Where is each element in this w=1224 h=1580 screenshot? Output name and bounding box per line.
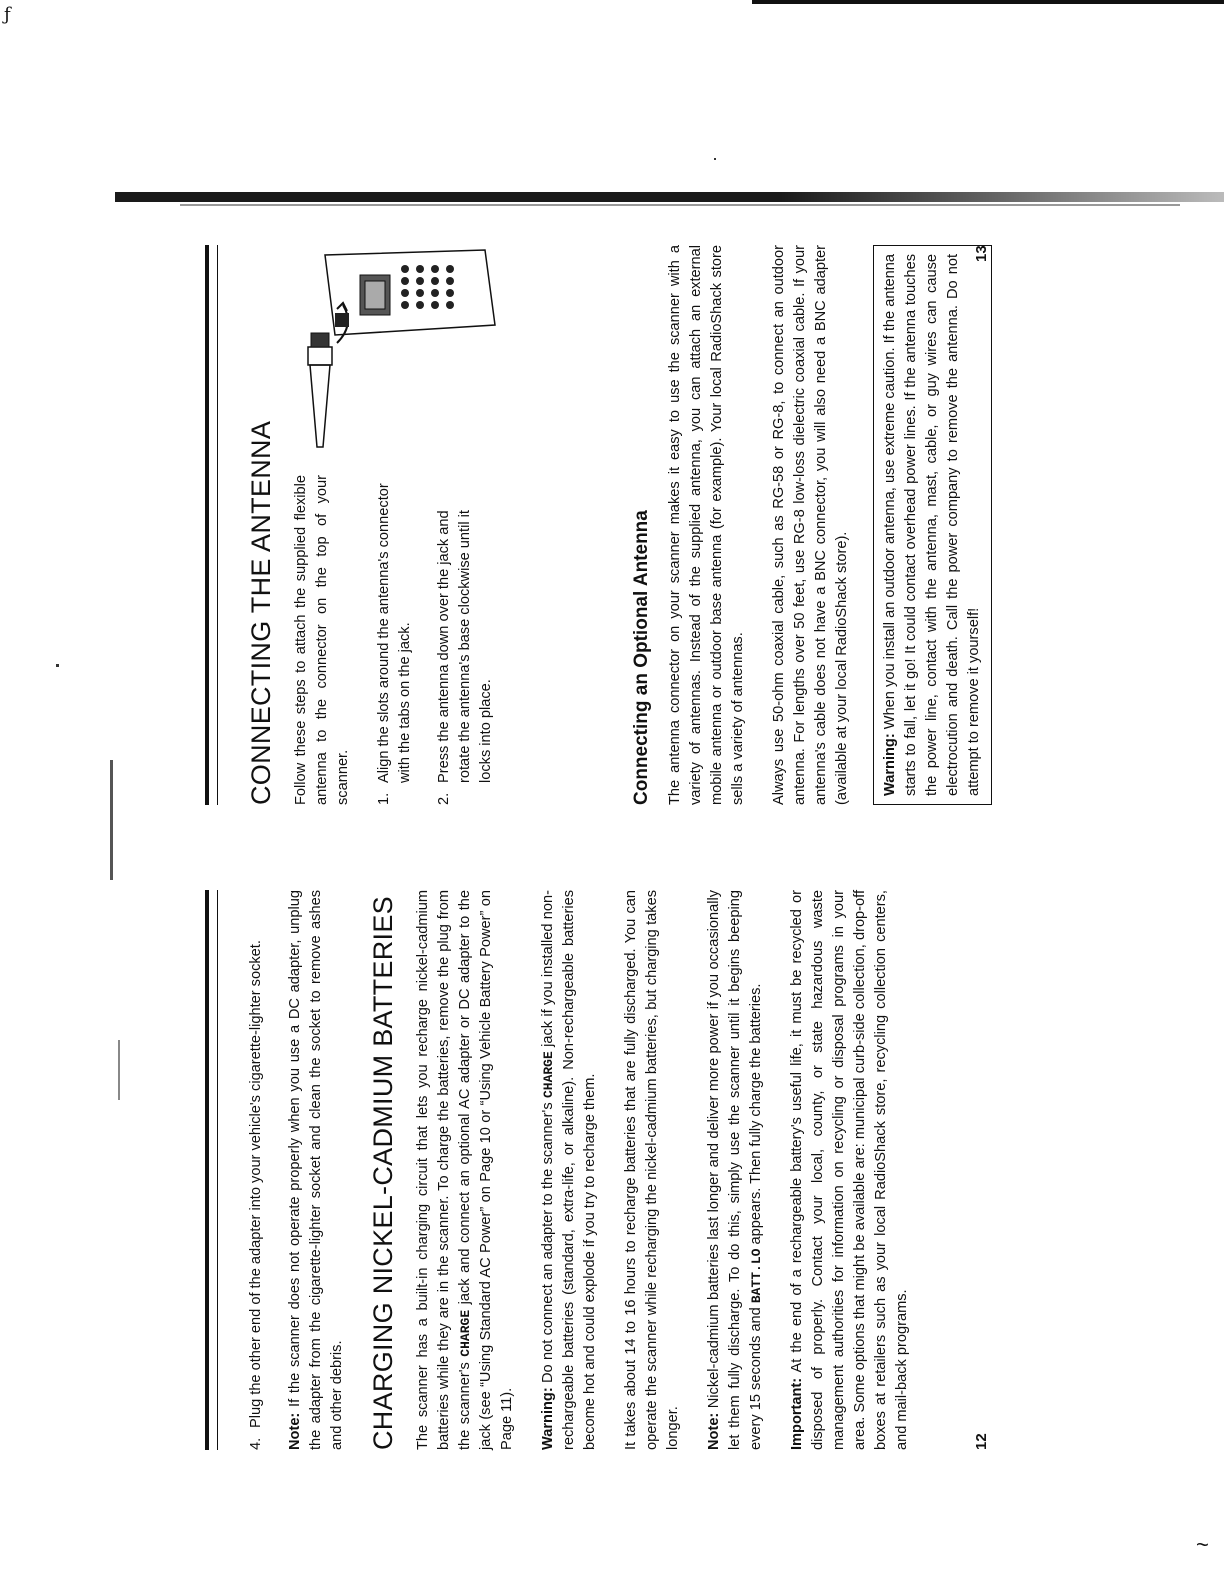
- warning-box-outdoor-antenna: [873, 245, 992, 805]
- text-run: The scanner has a built-in charging circuit that lets you recharge nickel-cadmium batteries while they are in the scanner. To charge the batteries, remove the plug from the scanner's: [415, 890, 473, 1450]
- antenna-illustration: [305, 245, 505, 455]
- top-rule-thin: [217, 245, 218, 805]
- warning-non-rechargeable: [538, 890, 601, 1450]
- page-13: [205, 245, 1005, 805]
- text-run: Nickel-cadmium batteries last longer and deliver more power if you occasionally let them fully discharge. To do this, simply use the scanner until it begins beeping every 15 seconds and: [706, 890, 764, 1450]
- antenna-step-2: [434, 475, 497, 805]
- antenna-steps: [291, 475, 497, 805]
- top-rule-thin: [217, 890, 218, 1450]
- charge-jack-label: CHARGE: [458, 1309, 473, 1357]
- step-number: 1.: [376, 792, 392, 805]
- text-run: jack if you installed non-rechargeable batteries (standard, extra-life, or alkaline). Non-rechargeable batteries become hot and could explode if you try to recharge them.: [540, 890, 598, 1450]
- scan-shadow-line: [180, 204, 1180, 206]
- note-text: If the scanner does not operate properly when you use a DC adapter, unplug the adapter from the cigarette-lighter socket and clean the socket to remove ashes and other debris.: [287, 890, 345, 1450]
- top-rule: [205, 890, 209, 1450]
- paragraph-coaxial-cable: Always use 50-ohm coaxial cable, such as RG-58 or RG-8, to connect an outdoor antenna. For lengths over 50 feet, use RG-8 low-loss dielectric coaxial cable. If your antenna's cable does not have a BNC connector, you will also need a BNC adapter (available at your local RadioShack store).: [771, 245, 850, 805]
- step-text: Align the slots around the antenna's connector with the tabs on the jack.: [376, 483, 413, 783]
- spacer: [515, 245, 625, 805]
- paragraph-charging-circuit: [413, 890, 518, 1450]
- scan-dot: [56, 664, 59, 667]
- text-run: jack and connect an optional AC adapter or DC adapter to the jack (see “Using Standard AC Power” on Page 10 or “Using Vehicle Battery Power” on Page 11).: [457, 890, 515, 1450]
- step-text: Press the antenna down over the jack and rotate the antenna's base clockwise until it locks into place.: [436, 510, 494, 783]
- paragraph-recharge-time: It takes about 14 to 16 hours to recharge batteries that are fully discharged. You can operate the scanner while recharging the nickel-cadmium batteries, but charging takes longer.: [623, 890, 681, 1450]
- scan-fold-speck: [118, 1040, 120, 1100]
- page-number-12: 12: [973, 1433, 990, 1450]
- text-run: When you install an outdoor antenna, use extreme caution. If the antenna starts to fall, let it go! It could contact overhead power lines. If the antenna touches the power line, contact with the antenna, mast, cable, or guy wires can cause electrocution and death. Call the power company to remove the antenna. Do not attempt to remove it yourself!: [882, 254, 982, 796]
- antenna-intro: Follow these steps to attach the supplied flexible antenna to the connector on the top of your scanner.: [293, 475, 351, 805]
- document-spread: [205, 230, 1005, 1470]
- section-heading-charging: CHARGING NICKEL-CADMIUM BATTERIES: [368, 896, 398, 1450]
- scan-corner-mark: ƒ: [4, 4, 11, 25]
- important-label: Important:: [789, 1377, 805, 1450]
- step-4: [246, 890, 267, 1450]
- scan-edge-line: [752, 0, 1224, 4]
- scan-tilde-mark: ~: [1196, 1532, 1209, 1557]
- step-number: 2.: [436, 792, 452, 805]
- step-number: 4.: [248, 1437, 264, 1450]
- page-number-13: 13: [973, 245, 990, 262]
- antenna-step-1: [374, 475, 416, 805]
- scan-shadow-band: [115, 192, 1224, 202]
- text-run: appears. Then fully charge the batteries.: [748, 983, 764, 1249]
- section-heading-antenna: CONNECTING THE ANTENNA: [246, 420, 276, 805]
- note-label: Note:: [287, 1412, 303, 1450]
- text-run: At the end of a rechargeable battery's useful life, it must be recycled or disposed of properly. Contact your local, county, or state hazardous waste management authorities for information on recycling or disposal programs in your area. Some options that might be available are: municipal curb-side collection, drop-off boxes at retailers such as your local RadioShack store, recycling collection centers, and mail-back programs.: [789, 890, 910, 1450]
- scan-dot: [714, 158, 716, 160]
- text-run: Do not connect an adapter to the scanner's: [540, 1098, 556, 1388]
- warning-label: Warning:: [540, 1387, 556, 1450]
- step-text: Plug the other end of the adapter into your vehicle's cigarette-lighter socket.: [248, 940, 264, 1428]
- warning-label: Warning:: [882, 733, 898, 796]
- paragraph-antenna-connector: The antenna connector on your scanner makes it easy to use the scanner with a variety of antennas. Instead of the supplied antenna, you can attach an external mobile antenna or outdoor base antenna (for example). Your local RadioShack store sells a variety of antennas.: [667, 245, 746, 805]
- note-label: Note:: [706, 1412, 722, 1450]
- subheading-optional-antenna: Connecting an Optional Antenna: [631, 510, 652, 805]
- batt-lo-display: BATT.LO: [749, 1248, 764, 1304]
- page-12: [205, 890, 1005, 1450]
- top-rule: [205, 245, 209, 805]
- scan-fold-speck: [110, 760, 113, 880]
- note-discharge: [704, 890, 767, 1450]
- important-recycling: [787, 890, 913, 1450]
- note-dc-adapter: [285, 890, 348, 1450]
- charge-jack-label: CHARGE: [541, 1051, 556, 1099]
